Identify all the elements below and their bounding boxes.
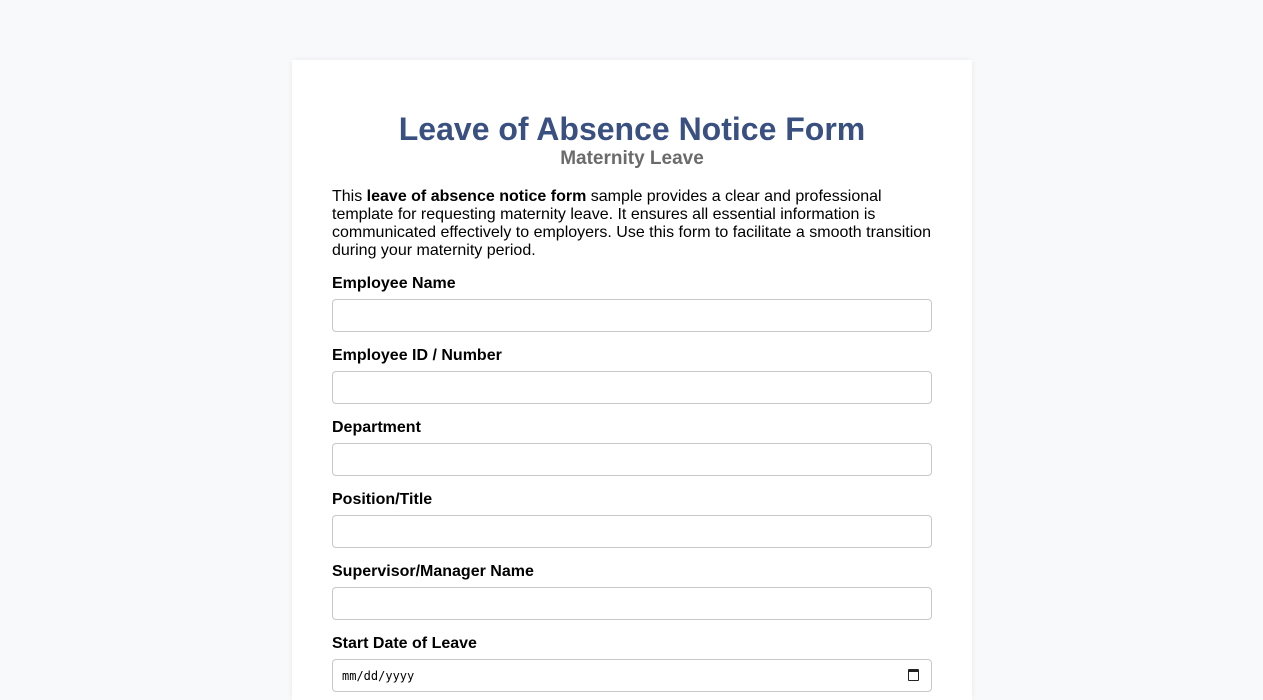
field-position-title [332,491,932,548]
department-input[interactable] [332,443,932,476]
calendar-icon[interactable] [908,669,919,681]
employee-id-label: Employee ID / Number [332,347,502,364]
field-employee-name [332,275,932,332]
start-date-label: Start Date of Leave [332,635,477,652]
start-date-placeholder: mm/dd/yyyy [342,669,415,683]
field-employee-id [332,347,932,404]
intro-prefix: This [332,188,367,205]
page-subtitle: Maternity Leave [560,148,704,169]
intro-suffix: sample provides a clear and professional template for requesting maternity leave. It ensures all essential information is communicated effectively to employers. Use this form to facilitate a smooth transition during your maternity period. [332,188,932,259]
field-department [332,419,932,476]
department-label: Department [332,419,421,436]
page-title: Leave of Absence Notice Form [398,111,866,147]
position-title-label: Position/Title [332,491,433,508]
supervisor-name-label: Supervisor/Manager Name [332,563,534,580]
field-supervisor-name [332,563,932,620]
field-start-date [332,635,932,692]
intro-paragraph [332,188,932,260]
employee-name-input[interactable] [332,299,932,332]
position-title-input[interactable] [332,515,932,548]
employee-name-label: Employee Name [332,275,456,292]
start-date-input[interactable] [332,659,932,692]
supervisor-name-input[interactable] [332,587,932,620]
employee-id-input[interactable] [332,371,932,404]
intro-bold: leave of absence notice form [366,188,587,205]
form-card [292,60,972,700]
